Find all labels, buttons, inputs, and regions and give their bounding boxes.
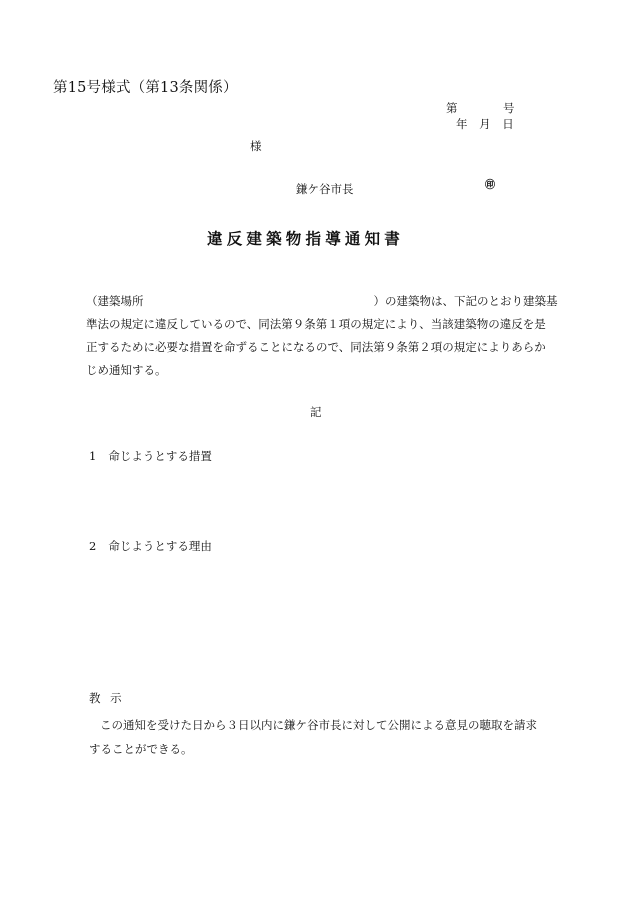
document-title: 違反建築物指導通知書 [207,230,405,248]
item-reason [89,538,212,554]
document-number-go: 号 [503,101,515,115]
item-number: 1 [89,449,97,463]
body-line: じめ通知する。 [86,363,167,377]
addressee-suffix: 様 [250,139,262,153]
form-number: 第15号様式（第13条関係） [53,80,238,96]
item-number: 2 [89,539,97,553]
body-paragraph [86,290,556,382]
item-measures [89,448,212,464]
kyoji-heading: 教 示 [89,691,122,705]
date-line: 年 月 日 [456,117,514,131]
issuer-name: 鎌ケ谷市長 [296,182,354,196]
ki-heading: 記 [310,405,322,419]
body-line: 正するために必要な措置を命ずることになるので、同法第９条第２項の規定によりあらか [86,340,546,354]
kyoji-body [89,713,559,761]
kyoji-line: することができる。 [89,742,193,756]
item-label: 命じようとする措置 [108,449,212,463]
item-label: 命じようとする理由 [108,539,212,553]
seal-mark: ㊞ [485,180,495,191]
body-line: 準法の規定に違反しているので、同法第９条第１項の規定により、当該建築物の違反を是 [86,317,546,331]
kyoji-line: この通知を受けた日から３日以内に鎌ケ谷市長に対して公開による意見の聴取を請求 [100,718,537,732]
document-number-dai: 第 [446,101,458,115]
body-line: （建築場所 ）の建築物は、下記のとおり建築基 [86,294,558,308]
